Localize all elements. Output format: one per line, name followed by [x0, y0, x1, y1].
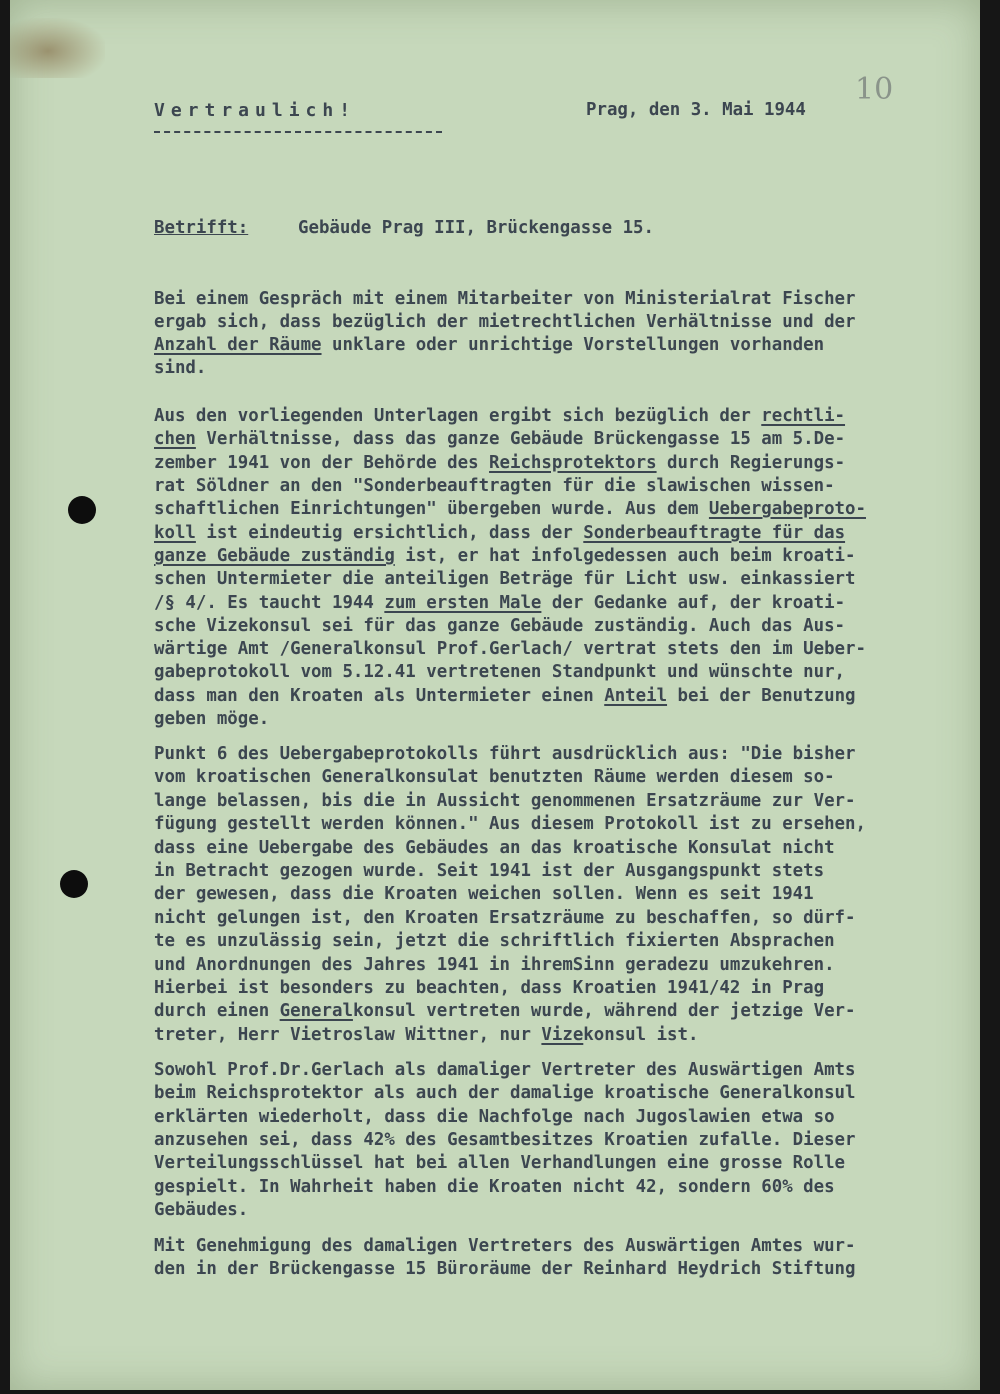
- paragraph-2-line: [154, 522, 845, 545]
- underlined-phrase: ganze Gebäude zuständig: [154, 546, 395, 566]
- paragraph-4-line: beim Reichsprotektor als auch der damalige kroatische Generalkonsul: [154, 1083, 856, 1103]
- underlined-phrase: chen: [154, 429, 196, 449]
- paragraph-4-line: Verteilungsschlüssel hat bei allen Verhandlungen eine grosse Rolle: [154, 1153, 846, 1173]
- paragraph-2-line: [154, 428, 845, 451]
- text-run: Aus den vorliegenden Unterlagen ergibt sich bezüglich der: [154, 406, 762, 426]
- paragraph-3-line: Hierbei ist besonders zu beachten, dass Kroatien 1941/42 in Prag: [154, 978, 825, 998]
- text-run: dass man den Kroaten als Untermieter einen: [154, 686, 605, 706]
- underlined-phrase: Anzahl der Räume: [154, 335, 322, 355]
- text-run: schaftlichen Einrichtungen" übergeben wurde. Aus dem: [154, 499, 709, 519]
- text-run: /§ 4/. Es taucht 1944: [154, 593, 385, 613]
- underlined-phrase: Anteil: [604, 686, 668, 706]
- paragraph-5-line: den in der Brückengasse 15 Büroräume der Reinhard Heydrich Stiftung: [154, 1259, 856, 1279]
- text-run: ist eindeutig ersichtlich, dass der: [195, 523, 584, 543]
- paragraph-2-line: [154, 685, 856, 708]
- underlined-phrase: General: [279, 1001, 353, 1021]
- text-run: Verhältnisse, dass das ganze Gebäude Brückengasse 15 am 5.De-: [195, 429, 846, 449]
- paragraph-1-line: sind.: [154, 358, 207, 378]
- paragraph-3-line: nicht gelungen ist, den Kroaten Ersatzräume zu beschaffen, so dürf-: [154, 908, 856, 928]
- paragraph-2-line: schen Untermieter die anteiligen Beträge für Licht usw. einkassiert: [154, 569, 856, 589]
- paragraph-4-line: gespielt. In Wahrheit haben die Kroaten nicht 42, sondern 60% des: [154, 1177, 835, 1197]
- paragraph-2-line: [154, 545, 856, 568]
- confidential-underline: [154, 131, 442, 133]
- confidential-label: Vertraulich!: [154, 100, 357, 121]
- text-run: konsul ist.: [583, 1025, 699, 1045]
- paragraph-1-line: Bei einem Gespräch mit einem Mitarbeiter von Ministerialrat Fischer: [154, 289, 856, 309]
- paragraph-2-line: [154, 592, 845, 615]
- paragraph-3-line: fügung gestellt werden können." Aus diesem Protokoll ist zu ersehen,: [154, 814, 866, 834]
- punch-hole-top: [68, 496, 96, 524]
- paragraph-4-line: Gebäudes.: [154, 1200, 249, 1220]
- paragraph-3-line: und Anordnungen des Jahres 1941 in ihremSinn geradezu umzukehren.: [154, 955, 835, 975]
- text-run: durch Regierungs-: [656, 453, 846, 473]
- paragraph-1-line: ergab sich, dass bezüglich der mietrechtlichen Verhältnisse und der: [154, 312, 856, 332]
- underlined-phrase: Reichsprotektors: [489, 453, 657, 473]
- underlined-phrase: Uebergabeproto-: [708, 499, 866, 519]
- paragraph-2-line: geben möge.: [154, 709, 270, 729]
- paragraph-5-line: Mit Genehmigung des damaligen Vertreters des Auswärtigen Amtes wur-: [154, 1236, 856, 1256]
- paragraph-3-line: der gewesen, dass die Kroaten weichen sollen. Wenn es seit 1941: [154, 884, 814, 904]
- text-run: zember 1941 von der Behörde des: [154, 453, 490, 473]
- paragraph-3-line: [154, 1000, 856, 1023]
- text-run: konsul vertreten wurde, während der jetzige Ver-: [352, 1001, 856, 1021]
- paragraph-4-line: anzusehen sei, dass 42% des Gesamtbesitzes Kroatien zufalle. Dieser: [154, 1130, 856, 1150]
- paragraph-2-line: wärtige Amt /Generalkonsul Prof.Gerlach/ vertrat stets den im Ueber-: [154, 639, 866, 659]
- paragraph-3-line: vom kroatischen Generalkonsulat benutzten Räume werden diesem so-: [154, 767, 835, 787]
- text-run: bei der Benutzung: [667, 686, 856, 706]
- paragraph-2-line: sche Vizekonsul sei für das ganze Gebäude zuständig. Auch das Aus-: [154, 616, 846, 636]
- text-run: der Gedanke auf, der kroati-: [541, 593, 846, 613]
- paragraph-4-line: erklärten wiederholt, dass die Nachfolge nach Jugoslawien etwa so: [154, 1107, 835, 1127]
- underlined-phrase: Sonderbeauftragte für das: [583, 523, 846, 543]
- underlined-phrase: zum ersten Male: [384, 593, 542, 613]
- paragraph-3-line: dass eine Uebergabe des Gebäudes an das kroatische Konsulat nicht: [154, 838, 835, 858]
- document-date: Prag, den 3. Mai 1944: [586, 100, 806, 120]
- punch-hole-bottom: [60, 870, 88, 898]
- paragraph-2-line: rat Söldner an den "Sonderbeauftragten für die slawischen wissen-: [154, 476, 835, 496]
- text-run: treter, Herr Vietroslaw Wittner, nur: [154, 1025, 542, 1045]
- paragraph-4-line: Sowohl Prof.Dr.Gerlach als damaliger Vertreter des Auswärtigen Amts: [154, 1060, 856, 1080]
- underlined-phrase: rechtli-: [761, 406, 846, 426]
- text-run: unklare oder unrichtige Vorstellungen vorhanden: [321, 335, 825, 355]
- paragraph-3-line: Punkt 6 des Uebergabeprotokolls führt ausdrücklich aus: "Die bisher: [154, 744, 856, 764]
- paragraph-1-line: [154, 334, 824, 357]
- paragraph-3-line: lange belassen, bis die in Aussicht genommenen Ersatzräume zur Ver-: [154, 791, 856, 811]
- document-page: [10, 0, 980, 1390]
- text-run: durch einen: [154, 1001, 280, 1021]
- paragraph-3-line: in Betracht gezogen wurde. Seit 1941 ist der Ausgangspunkt stets: [154, 861, 825, 881]
- text-run: ist, er hat infolgedessen auch beim kroati-: [394, 546, 856, 566]
- stain-mark: [10, 18, 105, 78]
- underlined-phrase: koll: [154, 523, 196, 543]
- subject-text: Gebäude Prag III, Brückengasse 15.: [298, 218, 654, 238]
- paragraph-2-line: gabeprotokoll vom 5.12.41 vertretenen Standpunkt und wünschte nur,: [154, 662, 846, 682]
- paragraph-3-line: [154, 1024, 698, 1047]
- underlined-phrase: Vize: [541, 1025, 584, 1045]
- page-number: 10: [855, 72, 894, 107]
- subject-label: Betrifft:: [154, 218, 249, 238]
- paragraph-3-line: te es unzulässig sein, jetzt die schriftlich fixierten Absprachen: [154, 931, 835, 951]
- paragraph-2-line: [154, 498, 866, 521]
- paragraph-2-line: [154, 405, 845, 428]
- paragraph-2-line: [154, 452, 845, 475]
